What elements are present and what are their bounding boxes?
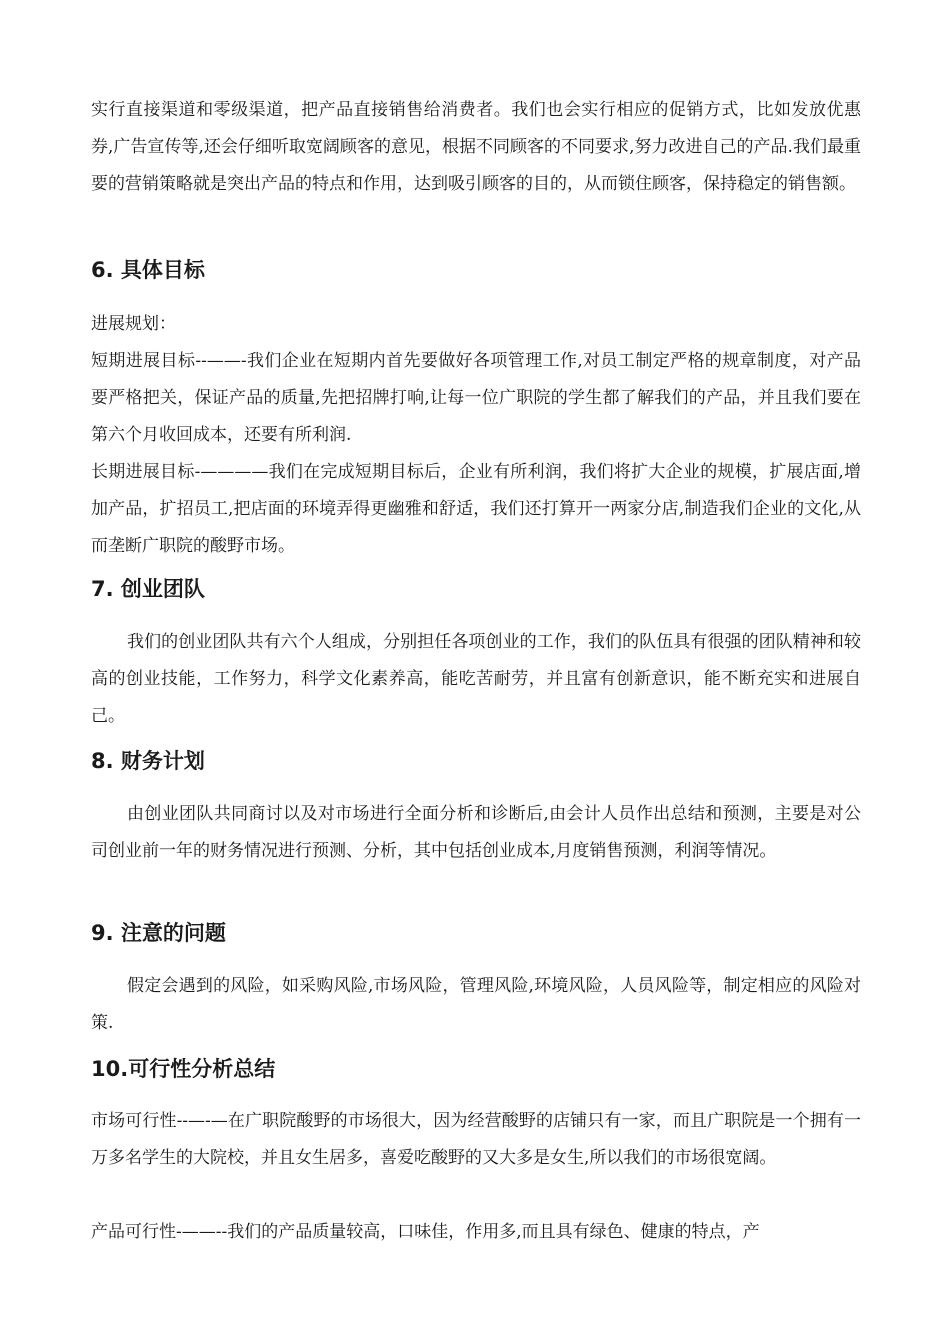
risks-paragraph: 假定会遇到的风险，如采购风险,市场风险，管理风险,环境风险，人员风险等，制定相应的风险对策.: [91, 976, 861, 1033]
short-term-goal-paragraph: 短期进展目标--——-我们企业在短期内首先要做好各项管理工作,对员工制定严格的规章制度，对产品要严格把关，保证产品的质量,先把招牌打响,让每一位广职院的学生都了解我们的产品，并且我们要在第六个月收回成本，还要有所利润.: [91, 351, 861, 445]
market-feasibility-paragraph: 市场可行性--—-—在广职院酸野的市场很大，因为经营酸野的店铺只有一家，而且广职院是一个拥有一万多名学生的大院校，并且女生居多，喜爱吃酸野的又大多是女生,所以我们的市场很宽阔。: [91, 1111, 861, 1168]
product-feasibility-paragraph: 产品可行性-——--我们的产品质量较高，口味佳，作用多,而且具有绿色、健康的特点，产: [91, 1222, 760, 1242]
section-10-heading: 10.可行性分析总结: [91, 1057, 276, 1081]
section-8-heading: 8. 财务计划: [91, 749, 205, 773]
finance-paragraph: 由创业团队共同商讨以及对市场进行全面分析和诊断后,由会计人员作出总结和预测，主要是对公司创业前一年的财务情况进行预测、分析，其中包括创业成本,月度销售预测，利润等情况。: [91, 804, 861, 861]
section-9-heading: 9. 注意的问题: [91, 921, 226, 945]
plan-label: 进展规划：: [91, 314, 176, 334]
long-term-goal-paragraph: 长期进展目标-————我们在完成短期目标后，企业有所利润，我们将扩大企业的规模，扩展店面,增加产品，扩招员工,把店面的环境弄得更幽雅和舒适，我们还打算开一两家分店,制造我们企业的文化,从而垄断广职院的酸野市场。: [91, 462, 861, 556]
section-7-heading: 7. 创业团队: [91, 577, 205, 601]
section-6-heading: 6. 具体目标: [91, 258, 205, 282]
intro-paragraph: 实行直接渠道和零级渠道，把产品直接销售给消费者。我们也会实行相应的促销方式，比如发放优惠券,广告宣传等,还会仔细听取宽阔顾客的意见，根据不同顾客的不同要求,努力改进自己的产品.我们最重要的营销策略就是突出产品的特点和作用，达到吸引顾客的目的，从而锁住顾客，保持稳定的销售额。: [91, 100, 861, 194]
team-paragraph: 我们的创业团队共有六个人组成，分别担任各项创业的工作，我们的队伍具有很强的团队精神和较高的创业技能，工作努力，科学文化素养高，能吃苦耐劳，并且富有创新意识，能不断充实和进展自己。: [91, 632, 861, 726]
